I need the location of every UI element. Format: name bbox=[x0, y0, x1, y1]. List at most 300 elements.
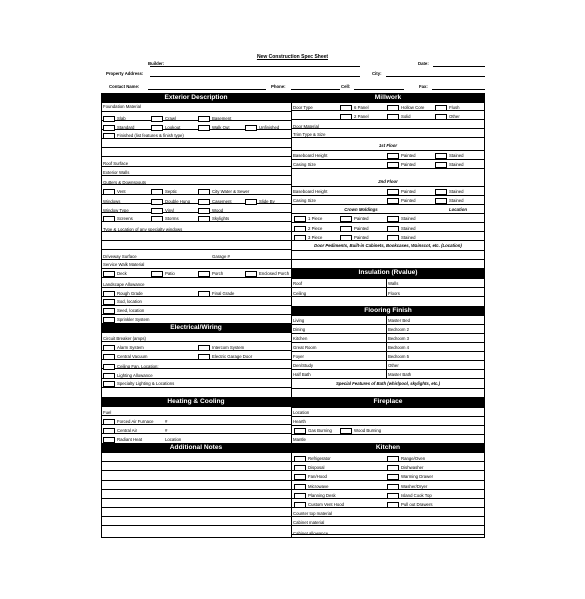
checkbox[interactable] bbox=[198, 125, 210, 131]
row-line bbox=[291, 287, 485, 288]
row-line bbox=[101, 138, 291, 139]
checkbox[interactable] bbox=[387, 189, 399, 195]
field-label: Door Material bbox=[293, 124, 319, 129]
field-label: Foundation Material bbox=[103, 104, 141, 109]
field-label: Casement bbox=[212, 199, 232, 204]
row-line bbox=[291, 407, 485, 408]
field-label: Enclosed Porch bbox=[259, 271, 290, 276]
field-label: Other bbox=[388, 363, 399, 368]
row-line bbox=[101, 120, 291, 121]
field-label: Cabinet allowance bbox=[293, 531, 329, 536]
row-line bbox=[291, 250, 485, 251]
field-label: Finished (list features & finish type) bbox=[117, 133, 184, 138]
row-line bbox=[291, 213, 485, 214]
exterior-header: Exterior Description bbox=[101, 93, 291, 103]
notes-line bbox=[101, 525, 291, 526]
field-label: Stained bbox=[401, 235, 416, 240]
checkbox[interactable] bbox=[103, 317, 115, 323]
field-label: Roof Surface bbox=[103, 161, 129, 166]
row-line bbox=[101, 332, 291, 333]
row-line bbox=[101, 296, 291, 297]
row-line bbox=[291, 425, 485, 426]
checkbox[interactable] bbox=[294, 216, 306, 222]
checkbox[interactable] bbox=[151, 116, 163, 122]
field-label: Phone: bbox=[271, 84, 286, 89]
field-label: Patio bbox=[165, 271, 175, 276]
field-label: Dining bbox=[293, 327, 306, 332]
field-label: Den/Study bbox=[293, 363, 314, 368]
field-label: Solid bbox=[401, 114, 411, 119]
checkbox[interactable] bbox=[294, 465, 306, 471]
field-label: Cell: bbox=[341, 84, 351, 89]
flooring-header: Flooring Finish bbox=[291, 306, 485, 316]
checkbox[interactable] bbox=[151, 216, 163, 222]
field-label: Stained bbox=[449, 189, 464, 194]
field-label: Sprinkler System bbox=[117, 317, 150, 322]
field-label: Unfinished bbox=[259, 125, 280, 130]
checkbox[interactable] bbox=[340, 114, 352, 120]
field-label: 1 Piece bbox=[308, 216, 323, 221]
field-label: Foyer bbox=[293, 354, 304, 359]
field-label: Gutters & Downspouts bbox=[103, 180, 146, 185]
checkbox[interactable] bbox=[435, 153, 447, 159]
electrical-header: Electrical/Wiring bbox=[101, 323, 291, 333]
checkbox[interactable] bbox=[387, 198, 399, 204]
fireplace-header: Fireplace bbox=[291, 397, 485, 407]
field-label: Driveway Surface bbox=[103, 254, 137, 259]
field-label: Rough Grade bbox=[117, 291, 143, 296]
field-label: Other bbox=[449, 114, 460, 119]
field-label: Baseboard Height bbox=[293, 153, 328, 158]
checkbox[interactable] bbox=[103, 116, 115, 122]
field-label: Septic bbox=[165, 189, 177, 194]
field-label: Ceiling Fan, Location: bbox=[117, 364, 159, 369]
row-line bbox=[291, 434, 485, 435]
field-label: 3 Piece bbox=[308, 235, 323, 240]
fill-in-line bbox=[354, 89, 404, 90]
field-label: Vinyl bbox=[165, 208, 175, 213]
checkbox[interactable] bbox=[151, 208, 163, 214]
field-label: Stained bbox=[401, 216, 416, 221]
subsection-heading: Special Features of Bath (whirlpool, skylights, etc.) bbox=[335, 381, 441, 386]
field-label: City Water & Sewer bbox=[212, 189, 250, 194]
checkbox[interactable] bbox=[387, 465, 399, 471]
notes-header: Additional Notes bbox=[101, 443, 291, 453]
field-label: 6 Panel bbox=[354, 105, 369, 110]
row-line bbox=[291, 159, 485, 160]
notes-line bbox=[101, 470, 291, 471]
field-label: Wood Burning bbox=[354, 428, 382, 433]
field-label: Standard bbox=[117, 125, 135, 130]
row-line bbox=[101, 433, 291, 434]
checkbox[interactable] bbox=[387, 235, 399, 241]
row-line bbox=[291, 452, 485, 453]
field-label: Sod, location bbox=[117, 299, 142, 304]
row-line bbox=[101, 341, 291, 342]
field-label: Stained bbox=[449, 198, 464, 203]
page-title: New Construction Spec Sheet bbox=[256, 54, 329, 60]
subsection-heading: 2nd Floor bbox=[378, 179, 398, 184]
checkbox[interactable] bbox=[103, 373, 115, 379]
fill-in-line bbox=[148, 89, 266, 90]
fill-in-line bbox=[433, 66, 485, 67]
field-label: Final Grade bbox=[212, 291, 235, 296]
row-line bbox=[291, 333, 485, 334]
row-line bbox=[291, 186, 485, 187]
checkbox[interactable] bbox=[387, 484, 399, 490]
field-label: Flush bbox=[449, 105, 460, 110]
row-line bbox=[101, 378, 291, 379]
field-label: 2 Panel bbox=[354, 114, 369, 119]
field-label: Living bbox=[293, 318, 305, 323]
field-label: Specialty Lighting & Locations bbox=[117, 381, 175, 386]
checkbox[interactable] bbox=[294, 474, 306, 480]
field-label: Crawl bbox=[165, 116, 176, 121]
row-line bbox=[101, 221, 291, 222]
checkbox[interactable] bbox=[151, 125, 163, 131]
fill-in-line bbox=[386, 76, 485, 77]
field-label: Electric Garage Door bbox=[212, 354, 253, 359]
field-label: Porch bbox=[212, 271, 224, 276]
field-label: Kitchen bbox=[293, 336, 308, 341]
field-label: Disposal bbox=[308, 465, 325, 470]
row-line bbox=[291, 416, 485, 417]
row-line bbox=[291, 296, 485, 297]
field-label: Central Air bbox=[117, 428, 138, 433]
field-label: Pull out Drawers bbox=[401, 502, 433, 507]
checkbox[interactable] bbox=[387, 105, 399, 111]
field-label: Master Bath bbox=[388, 372, 412, 377]
field-label: Walk Out bbox=[212, 125, 230, 130]
insulation-header: Insulation (Rvalue) bbox=[291, 268, 485, 278]
row-line bbox=[291, 378, 485, 379]
row-line bbox=[101, 240, 291, 241]
row-line bbox=[291, 137, 485, 138]
field-label: Painted bbox=[401, 189, 416, 194]
field-label: Central Vacuum bbox=[117, 354, 148, 359]
field-label: Fan/Hood bbox=[308, 474, 327, 479]
field-label: Deck bbox=[117, 271, 127, 276]
field-label: Stained bbox=[401, 226, 416, 231]
row-line bbox=[291, 259, 485, 260]
field-label: Location bbox=[293, 410, 310, 415]
field-label: Intercom System bbox=[212, 345, 245, 350]
checkbox[interactable] bbox=[103, 271, 115, 277]
row-line bbox=[291, 150, 485, 151]
checkbox[interactable] bbox=[294, 493, 306, 499]
checkbox[interactable] bbox=[340, 216, 352, 222]
field-label: Bedroom 3 bbox=[388, 336, 410, 341]
field-label: Bedroom 4 bbox=[388, 345, 410, 350]
field-label: Island Cook Top bbox=[401, 493, 432, 498]
fill-in-line bbox=[291, 89, 340, 90]
row-line bbox=[291, 388, 485, 389]
row-line bbox=[291, 204, 485, 205]
field-label: Builder: bbox=[148, 61, 165, 66]
row-line bbox=[101, 387, 291, 388]
checkbox[interactable] bbox=[103, 299, 115, 305]
field-label: Planning Desk bbox=[308, 493, 336, 498]
row-line bbox=[291, 222, 485, 223]
row-line bbox=[101, 305, 291, 306]
field-label: Range/Oven bbox=[401, 456, 426, 461]
field-label: Fuel bbox=[103, 410, 112, 415]
field-label: Door Type bbox=[293, 105, 313, 110]
field-label: Casing Size bbox=[293, 198, 316, 203]
field-label: Windows bbox=[103, 199, 121, 204]
row-line bbox=[101, 287, 291, 288]
divider bbox=[386, 315, 387, 378]
row-line bbox=[101, 249, 291, 250]
field-label: Warming Drawer bbox=[401, 474, 434, 479]
checkbox[interactable] bbox=[294, 456, 306, 462]
row-line bbox=[101, 424, 291, 425]
field-label: Counter top material bbox=[293, 511, 332, 516]
row-line bbox=[101, 259, 291, 260]
checkbox[interactable] bbox=[103, 125, 115, 131]
row-line bbox=[291, 324, 485, 325]
checkbox[interactable] bbox=[340, 235, 352, 241]
field-label: Ceiling bbox=[293, 291, 307, 296]
row-line bbox=[291, 195, 485, 196]
checkbox[interactable] bbox=[294, 235, 306, 241]
checkbox[interactable] bbox=[387, 474, 399, 480]
field-label: Stained bbox=[449, 153, 464, 158]
field-label: Vent bbox=[117, 189, 126, 194]
field-label: Slide By bbox=[259, 199, 275, 204]
checkbox[interactable] bbox=[103, 428, 115, 434]
checkbox[interactable] bbox=[103, 437, 115, 443]
checkbox[interactable] bbox=[387, 493, 399, 499]
field-label: Painted bbox=[401, 198, 416, 203]
row-line bbox=[101, 175, 291, 176]
field-label: Walls bbox=[388, 281, 399, 286]
field-label: Screens bbox=[117, 216, 133, 221]
checkbox[interactable] bbox=[103, 345, 115, 351]
field-label: Alarm System bbox=[117, 345, 144, 350]
field-label: Trim Type & Size bbox=[293, 132, 326, 137]
checkbox[interactable] bbox=[151, 199, 163, 205]
field-label: Refrigerator bbox=[308, 456, 331, 461]
field-label: Fax: bbox=[419, 84, 428, 89]
checkbox[interactable] bbox=[294, 226, 306, 232]
checkbox[interactable] bbox=[151, 189, 163, 195]
field-label: Casing Size bbox=[293, 162, 316, 167]
notes-line bbox=[101, 461, 291, 462]
field-label: Double Hung bbox=[165, 199, 191, 204]
subsection-heading: Location bbox=[449, 207, 467, 212]
field-label: # bbox=[165, 419, 168, 424]
fill-in-line bbox=[150, 66, 360, 67]
row-line bbox=[291, 168, 485, 169]
row-line bbox=[101, 111, 291, 112]
checkbox[interactable] bbox=[294, 484, 306, 490]
row-line bbox=[101, 194, 291, 195]
field-label: Painted bbox=[354, 226, 369, 231]
checkbox[interactable] bbox=[435, 105, 447, 111]
kitchen-header: Kitchen bbox=[291, 443, 485, 453]
checkbox[interactable] bbox=[198, 271, 210, 277]
field-label: Stained bbox=[449, 162, 464, 167]
checkbox[interactable] bbox=[340, 428, 352, 434]
field-label: Floors bbox=[388, 291, 400, 296]
subsection-heading: Door Pediments, Built-in Cabinets, Bookcases, Wainscot, etc. (Location) bbox=[314, 243, 462, 248]
heating-header: Heating & Cooling bbox=[101, 397, 291, 407]
row-line bbox=[101, 147, 291, 148]
notes-line bbox=[101, 480, 291, 481]
checkbox[interactable] bbox=[435, 189, 447, 195]
notes-line bbox=[101, 452, 291, 453]
checkbox[interactable] bbox=[387, 216, 399, 222]
checkbox[interactable] bbox=[340, 105, 352, 111]
checkbox[interactable] bbox=[387, 153, 399, 159]
field-label: Window Type bbox=[103, 208, 129, 213]
checkbox[interactable] bbox=[435, 162, 447, 168]
field-label: Bedroom 5 bbox=[388, 354, 410, 359]
checkbox[interactable] bbox=[387, 502, 399, 508]
checkbox[interactable] bbox=[103, 354, 115, 360]
checkbox[interactable] bbox=[294, 428, 306, 434]
field-label: Exterior Walls bbox=[103, 170, 130, 175]
field-label: Bedroom 2 bbox=[388, 327, 410, 332]
row-line bbox=[101, 268, 291, 269]
field-label: Master Bed bbox=[388, 318, 410, 323]
field-label: Lighting Allowance bbox=[117, 373, 153, 378]
subsection-heading: Crown Moldings bbox=[344, 207, 378, 212]
row-line bbox=[101, 212, 291, 213]
divider bbox=[386, 278, 387, 296]
checkbox[interactable] bbox=[387, 226, 399, 232]
field-label: Basement bbox=[212, 116, 232, 121]
field-label: Hearth bbox=[293, 419, 306, 424]
field-label: Contact Name: bbox=[109, 84, 140, 89]
field-label: Baseboard Height bbox=[293, 189, 328, 194]
row-line bbox=[101, 350, 291, 351]
field-label: Gas Burning bbox=[308, 428, 332, 433]
fill-in-line bbox=[150, 76, 360, 77]
checkbox[interactable] bbox=[198, 116, 210, 122]
row-line bbox=[291, 516, 485, 517]
checkbox[interactable] bbox=[435, 198, 447, 204]
row-line bbox=[101, 406, 291, 407]
checkbox[interactable] bbox=[387, 162, 399, 168]
row-line bbox=[291, 278, 485, 279]
notes-line bbox=[101, 516, 291, 517]
checkbox[interactable] bbox=[198, 291, 210, 297]
fill-in-line bbox=[432, 89, 485, 90]
row-line bbox=[291, 360, 485, 361]
row-line bbox=[101, 314, 291, 315]
checkbox[interactable] bbox=[103, 364, 115, 370]
field-label: Great Room bbox=[293, 345, 317, 350]
field-label: City: bbox=[372, 71, 382, 76]
row-line bbox=[291, 315, 485, 316]
checkbox[interactable] bbox=[387, 114, 399, 120]
field-label: Half Bath bbox=[293, 372, 311, 377]
row-line bbox=[101, 277, 291, 278]
checkbox[interactable] bbox=[103, 216, 115, 222]
field-label: Hollow Core bbox=[401, 105, 425, 110]
checkbox[interactable] bbox=[103, 419, 115, 425]
field-label: Slab bbox=[117, 116, 126, 121]
checkbox[interactable] bbox=[198, 345, 210, 351]
field-label: Date: bbox=[418, 61, 429, 66]
field-label: Storms bbox=[165, 216, 179, 221]
field-label: Wood bbox=[212, 208, 224, 213]
field-label: Painted bbox=[354, 216, 369, 221]
checkbox[interactable] bbox=[294, 502, 306, 508]
field-label: Service Walk Material bbox=[103, 262, 145, 267]
field-label: Landscape Allowance bbox=[103, 282, 145, 287]
field-label: Skylights bbox=[212, 216, 230, 221]
checkbox[interactable] bbox=[340, 226, 352, 232]
checkbox[interactable] bbox=[245, 125, 257, 131]
field-label: Mantle bbox=[293, 437, 306, 442]
field-label: # bbox=[165, 428, 168, 433]
row-line bbox=[291, 480, 485, 481]
row-line bbox=[291, 369, 485, 370]
field-label: Lookout bbox=[165, 125, 181, 130]
row-line bbox=[291, 342, 485, 343]
row-line bbox=[101, 415, 291, 416]
field-label: Type & Location of any specialty windows bbox=[103, 227, 183, 232]
checkbox[interactable] bbox=[198, 199, 210, 205]
field-label: Microwave bbox=[308, 484, 329, 489]
row-line bbox=[291, 128, 485, 129]
checkbox[interactable] bbox=[198, 354, 210, 360]
field-label: Custom Vent Hood bbox=[308, 502, 345, 507]
field-label: Property Address: bbox=[106, 71, 144, 76]
subsection-heading: 1st Floor bbox=[378, 143, 398, 148]
row-line bbox=[101, 156, 291, 157]
field-label: Forced Air Furnace bbox=[117, 419, 154, 424]
checkbox[interactable] bbox=[103, 308, 115, 314]
field-label: Dishwasher bbox=[401, 465, 424, 470]
checkbox[interactable] bbox=[103, 133, 115, 139]
field-label: Circuit Breaker (amps) bbox=[103, 336, 146, 341]
field-label: Painted bbox=[354, 235, 369, 240]
row-line bbox=[291, 525, 485, 526]
row-line bbox=[101, 359, 291, 360]
notes-line bbox=[101, 498, 291, 499]
checkbox[interactable] bbox=[103, 189, 115, 195]
notes-line bbox=[101, 507, 291, 508]
field-label: Radiant Heat bbox=[117, 437, 143, 442]
checkbox[interactable] bbox=[198, 208, 210, 214]
field-label: Location bbox=[165, 437, 182, 442]
checkbox[interactable] bbox=[198, 189, 210, 195]
checkbox[interactable] bbox=[245, 199, 257, 205]
checkbox[interactable] bbox=[245, 271, 257, 277]
field-label: Painted bbox=[401, 162, 416, 167]
row-line bbox=[291, 351, 485, 352]
checkbox[interactable] bbox=[435, 114, 447, 120]
field-label: Painted bbox=[401, 153, 416, 158]
field-label: Washer/Dryer bbox=[401, 484, 428, 489]
field-label: Cabinet material bbox=[293, 520, 325, 525]
millwork-header: Millwork bbox=[291, 93, 485, 103]
checkbox[interactable] bbox=[103, 291, 115, 297]
notes-line bbox=[101, 489, 291, 490]
checkbox[interactable] bbox=[198, 216, 210, 222]
checkbox[interactable] bbox=[103, 381, 115, 387]
field-label: Roof bbox=[293, 281, 303, 286]
row-line bbox=[101, 166, 291, 167]
field-label: 2 Piece bbox=[308, 226, 323, 231]
checkbox[interactable] bbox=[387, 456, 399, 462]
field-label: Garage # bbox=[212, 254, 230, 259]
checkbox[interactable] bbox=[151, 271, 163, 277]
